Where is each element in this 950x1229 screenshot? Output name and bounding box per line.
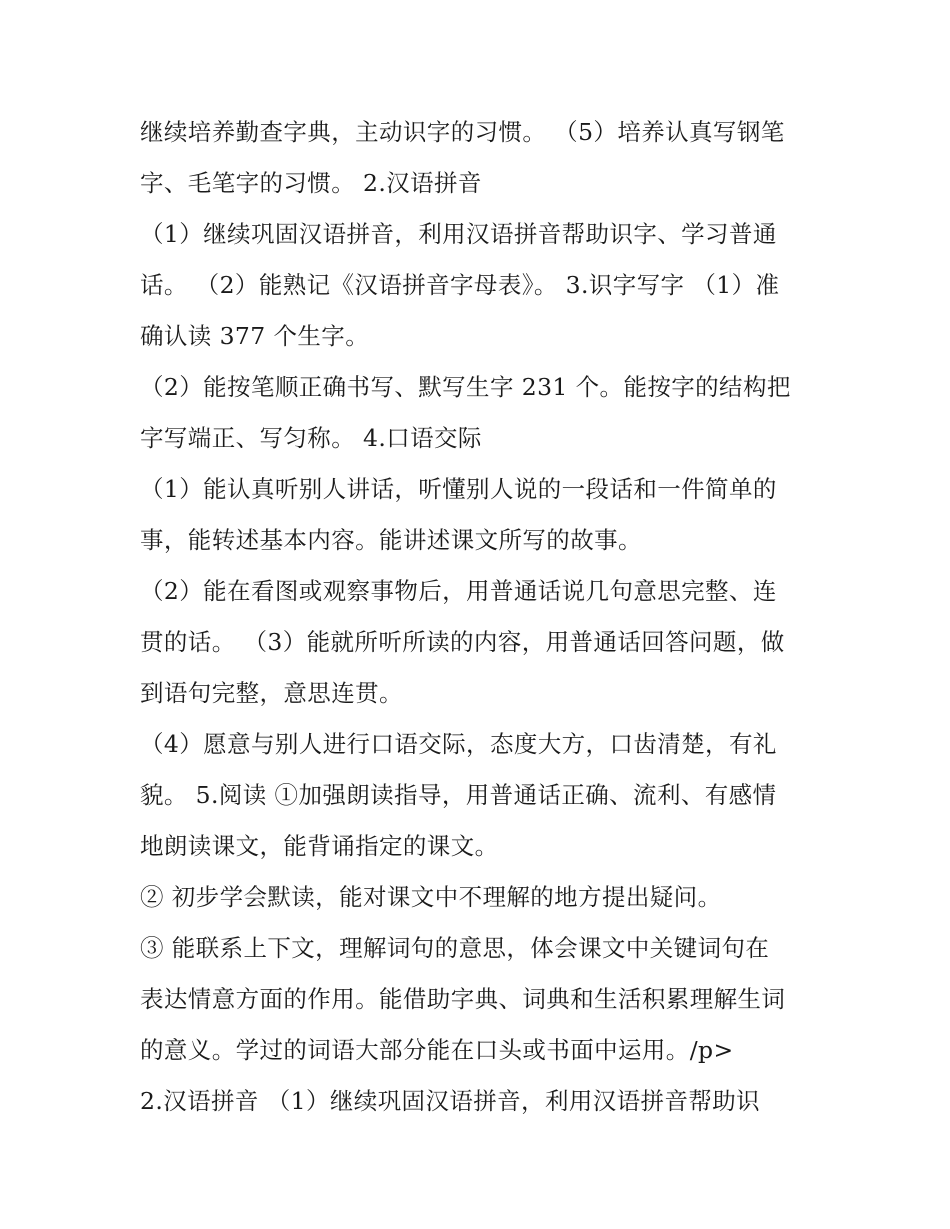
text-line: ② 初步学会默读，能对课文中不理解的地方提出疑问。: [140, 883, 722, 911]
text-line: ③ 能联系上下文，理解词句的意思，体会课文中关键词句在: [140, 934, 770, 962]
text-line: 到语句完整，意思连贯。: [140, 679, 403, 707]
document-body: [140, 107, 820, 1127]
text-line: 的意义。学过的词语大部分能在口头或书面中运用。/p>: [140, 1036, 734, 1064]
text-line: 事，能转述基本内容。能讲述课文所写的故事。: [140, 526, 642, 554]
text-line: （2）能按笔顺正确书写、默写生字 231 个。能按字的结构把: [140, 373, 791, 401]
text-line: （1）继续巩固汉语拼音，利用汉语拼音帮助识字、学习普通: [140, 220, 777, 248]
text-line: 字写端正、写匀称。 4.口语交际: [140, 424, 482, 452]
text-line: 表达情意方面的作用。能借助字典、词典和生活积累理解生词: [140, 985, 786, 1013]
text-line: 字、毛笔字的习惯。 2.汉语拼音: [140, 169, 482, 197]
text-line: 貌。 5.阅读 ①加强朗读指导，用普通话正确、流利、有感情: [140, 781, 777, 809]
text-line: （2）能在看图或观察事物后，用普通话说几句意思完整、连: [140, 577, 777, 605]
text-line: 确认读 377 个生字。: [140, 322, 370, 350]
text-line: 贯的话。 （3）能就所听所读的内容，用普通话回答问题，做: [140, 628, 785, 656]
text-line: （1）能认真听别人讲话，听懂别人说的一段话和一件简单的: [140, 475, 777, 503]
text-line: 继续培养勤查字典，主动识字的习惯。 （5）培养认真写钢笔: [140, 118, 785, 146]
text-line: 话。 （2）能熟记《汉语拼音字母表》。 3.识字写字 （1）准: [140, 271, 780, 299]
text-line: 地朗读课文，能背诵指定的课文。: [140, 832, 499, 860]
text-line: 2.汉语拼音 （1）继续巩固汉语拼音，利用汉语拼音帮助识: [140, 1087, 761, 1115]
text-line: （4）愿意与别人进行口语交际，态度大方，口齿清楚，有礼: [140, 730, 777, 758]
